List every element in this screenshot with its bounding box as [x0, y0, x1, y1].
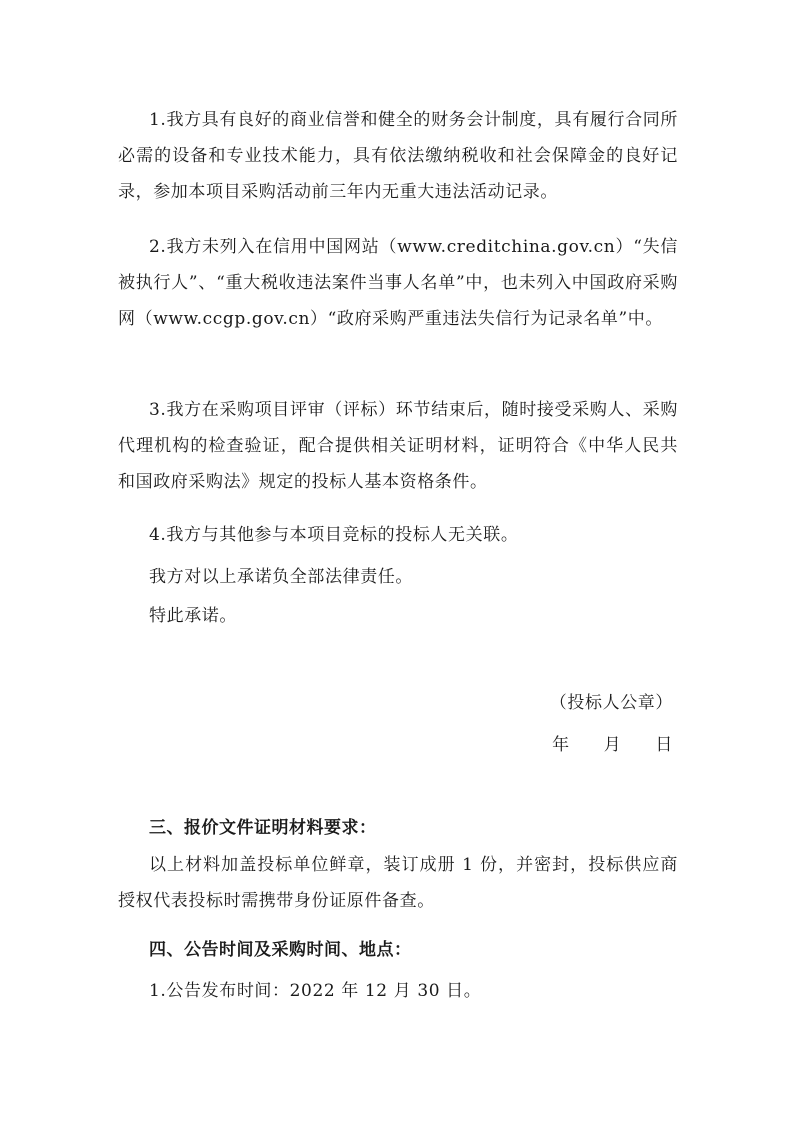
- date-day-label: 日: [655, 735, 673, 755]
- commitment-item-4: 4.我方与其他参与本项目竞标的投标人无关联。: [149, 525, 519, 545]
- liability-statement: 我方对以上承诺负全部法律责任。: [149, 567, 413, 587]
- bidder-seal-label: （投标人公章）: [549, 693, 673, 713]
- section-3-body: 以上材料加盖投标单位鲜章，装订成册 1 份，并密封，投标供应商授权代表投标时需携带身份证原件备查。: [118, 855, 678, 911]
- section-4-item-1: 1.公告发布时间：2022 年 12 月 30 日。: [149, 981, 482, 1001]
- date-year-label: 年: [552, 735, 570, 755]
- date-month-label: 月: [603, 735, 622, 755]
- commitment-item-2: 2.我方未列入在信用中国网站（www.creditchina.gov.cn）“失信被执行人”、“重大税收违法案件当事人名单”中，也未列入中国政府采购网（www.ccgp.gov.cn）“政府采购严重违法失信行为记录名单”中。: [118, 237, 678, 329]
- section-3-heading: 三、报价文件证明材料要求：: [149, 818, 377, 838]
- commitment-item-1: 1.我方具有良好的商业信誉和健全的财务会计制度，具有履行合同所必需的设备和专业技术能力，具有依法缴纳税收和社会保障金的良好记录，参加本项目采购活动前三年内无重大违法活动记录。: [118, 110, 678, 202]
- signature-date: [552, 730, 673, 755]
- section-4-heading: 四、公告时间及采购时间、地点：: [149, 940, 412, 960]
- commitment-item-3: 3.我方在采购项目评审（评标）环节结束后，随时接受采购人、采购代理机构的检查验证，配合提供相关证明材料，证明符合《中华人民共和国政府采购法》规定的投标人基本资格条件。: [118, 400, 678, 492]
- closing-statement: 特此承诺。: [149, 606, 237, 626]
